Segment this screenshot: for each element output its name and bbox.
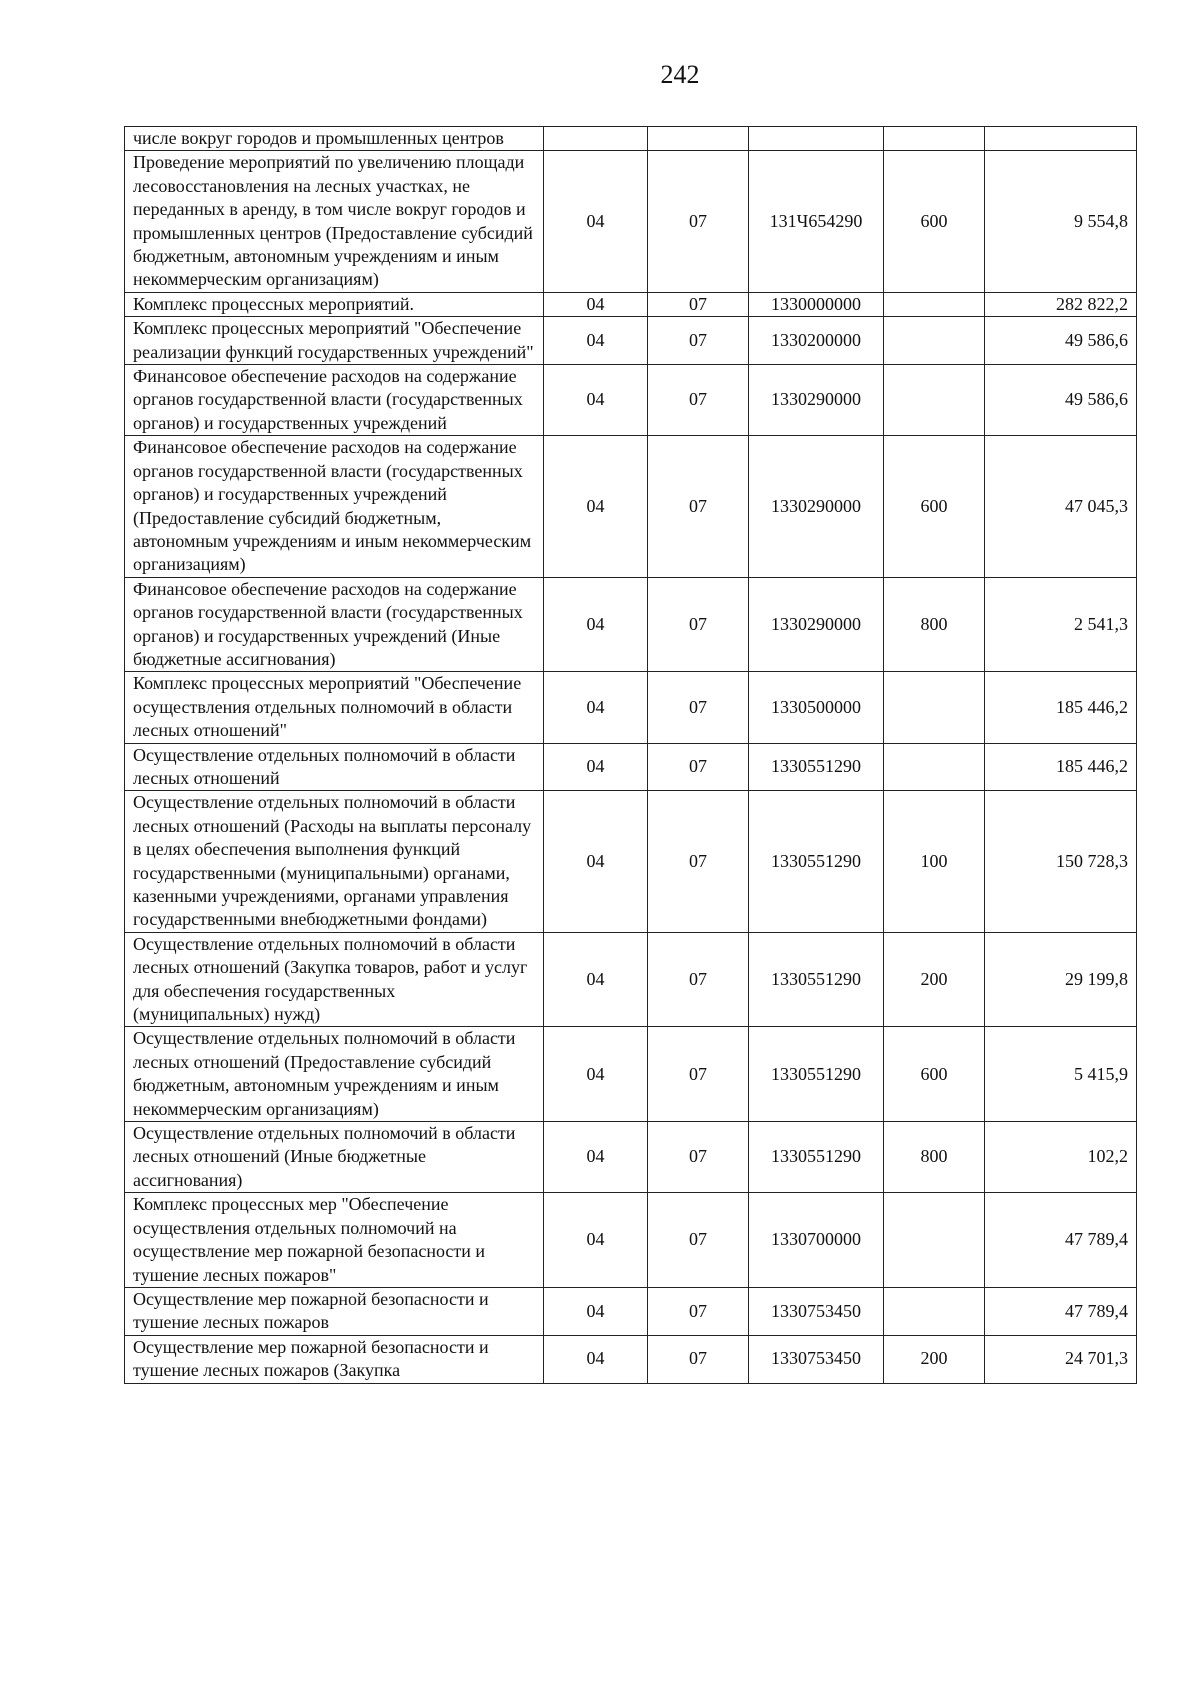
row-target-code-cell <box>749 127 884 151</box>
row-name-cell: Комплекс процессных мероприятий. <box>125 292 544 316</box>
page-number: 242 <box>660 60 700 89</box>
row-section-cell: 04 <box>544 1193 648 1288</box>
row-section-cell: 04 <box>544 1122 648 1193</box>
budget-table-body <box>125 127 1137 1384</box>
row-subsection-cell: 07 <box>648 1027 749 1122</box>
row-section-cell: 04 <box>544 743 648 791</box>
row-subsection-cell: 07 <box>648 365 749 436</box>
row-expense-type-cell: 200 <box>884 1335 985 1383</box>
row-target-code-cell: 1330551290 <box>749 743 884 791</box>
row-target-code-cell: 1330000000 <box>749 292 884 316</box>
row-target-code-cell: 1330753450 <box>749 1287 884 1335</box>
row-target-code-cell: 1330500000 <box>749 672 884 743</box>
row-amount-cell <box>985 127 1137 151</box>
row-subsection-cell: 07 <box>648 292 749 316</box>
row-section-cell: 04 <box>544 317 648 365</box>
table-row <box>125 127 1137 151</box>
table-row <box>125 1193 1137 1288</box>
budget-table <box>124 126 1137 1384</box>
table-row <box>125 791 1137 932</box>
row-target-code-cell: 1330753450 <box>749 1335 884 1383</box>
row-amount-cell: 185 446,2 <box>985 743 1137 791</box>
row-name-cell: Комплекс процессных мер "Обеспечение осуществления отдельных полномочий на осуществление мер пожарной безопасности и тушение лесных пожаров" <box>125 1193 544 1288</box>
table-row <box>125 577 1137 672</box>
row-amount-cell: 47 045,3 <box>985 436 1137 577</box>
table-row <box>125 1027 1137 1122</box>
row-name-cell: числе вокруг городов и промышленных центров <box>125 127 544 151</box>
row-amount-cell: 47 789,4 <box>985 1287 1137 1335</box>
row-target-code-cell: 1330290000 <box>749 577 884 672</box>
row-subsection-cell <box>648 127 749 151</box>
row-name-cell: Финансовое обеспечение расходов на содержание органов государственной власти (государственных органов) и государственных учреждений <box>125 365 544 436</box>
row-expense-type-cell: 800 <box>884 577 985 672</box>
row-subsection-cell: 07 <box>648 317 749 365</box>
row-amount-cell: 9 554,8 <box>985 151 1137 292</box>
table-row <box>125 1287 1137 1335</box>
row-subsection-cell: 07 <box>648 151 749 292</box>
row-target-code-cell: 1330551290 <box>749 1122 884 1193</box>
row-target-code-cell: 1330551290 <box>749 791 884 932</box>
row-expense-type-cell <box>884 365 985 436</box>
row-section-cell: 04 <box>544 1027 648 1122</box>
row-name-cell: Проведение мероприятий по увеличению площади лесовосстановления на лесных участках, не переданных в аренду, в том числе вокруг городов и промышленных центров (Предоставление субсидий бюджетным, автономным учреждениям и иным некоммерческим организациям) <box>125 151 544 292</box>
row-subsection-cell: 07 <box>648 1193 749 1288</box>
row-target-code-cell: 1330200000 <box>749 317 884 365</box>
row-name-cell: Осуществление отдельных полномочий в области лесных отношений (Расходы на выплаты персоналу в целях обеспечения выполнения функций государственными (муниципальными) органами, казенными учреждениями, органами управления государственными внебюджетными фондами) <box>125 791 544 932</box>
row-subsection-cell: 07 <box>648 1287 749 1335</box>
table-row <box>125 317 1137 365</box>
row-name-cell: Комплекс процессных мероприятий "Обеспечение реализации функций государственных учреждений" <box>125 317 544 365</box>
row-expense-type-cell <box>884 317 985 365</box>
row-target-code-cell: 1330551290 <box>749 932 884 1027</box>
row-amount-cell: 185 446,2 <box>985 672 1137 743</box>
row-amount-cell: 49 586,6 <box>985 365 1137 436</box>
row-target-code-cell: 1330700000 <box>749 1193 884 1288</box>
row-name-cell: Осуществление отдельных полномочий в области лесных отношений (Предоставление субсидий бюджетным, автономным учреждениям и иным некоммерческим организациям) <box>125 1027 544 1122</box>
row-expense-type-cell <box>884 292 985 316</box>
row-expense-type-cell <box>884 743 985 791</box>
row-section-cell: 04 <box>544 577 648 672</box>
row-section-cell: 04 <box>544 791 648 932</box>
row-subsection-cell: 07 <box>648 672 749 743</box>
row-amount-cell: 282 822,2 <box>985 292 1137 316</box>
row-name-cell: Осуществление отдельных полномочий в области лесных отношений <box>125 743 544 791</box>
row-expense-type-cell <box>884 1287 985 1335</box>
row-expense-type-cell <box>884 127 985 151</box>
row-section-cell: 04 <box>544 932 648 1027</box>
row-subsection-cell: 07 <box>648 743 749 791</box>
table-row <box>125 151 1137 292</box>
row-name-cell: Комплекс процессных мероприятий "Обеспечение осуществления отдельных полномочий в области лесных отношений" <box>125 672 544 743</box>
row-expense-type-cell <box>884 1193 985 1288</box>
row-amount-cell: 102,2 <box>985 1122 1137 1193</box>
row-expense-type-cell: 200 <box>884 932 985 1027</box>
row-target-code-cell: 1330551290 <box>749 1027 884 1122</box>
row-name-cell: Финансовое обеспечение расходов на содержание органов государственной власти (государственных органов) и государственных учреждений (Предоставление субсидий бюджетным, автономным учреждениям и иным некоммерческим организациям) <box>125 436 544 577</box>
row-expense-type-cell <box>884 672 985 743</box>
row-expense-type-cell: 600 <box>884 436 985 577</box>
row-section-cell <box>544 127 648 151</box>
row-name-cell: Осуществление мер пожарной безопасности и тушение лесных пожаров (Закупка <box>125 1335 544 1383</box>
row-section-cell: 04 <box>544 1287 648 1335</box>
row-subsection-cell: 07 <box>648 932 749 1027</box>
row-expense-type-cell: 800 <box>884 1122 985 1193</box>
row-name-cell: Осуществление отдельных полномочий в области лесных отношений (Закупка товаров, работ и услуг для обеспечения государственных (муниципальных) нужд) <box>125 932 544 1027</box>
row-target-code-cell: 131Ч654290 <box>749 151 884 292</box>
row-subsection-cell: 07 <box>648 1122 749 1193</box>
row-section-cell: 04 <box>544 436 648 577</box>
row-amount-cell: 5 415,9 <box>985 1027 1137 1122</box>
row-expense-type-cell: 100 <box>884 791 985 932</box>
row-target-code-cell: 1330290000 <box>749 365 884 436</box>
row-amount-cell: 2 541,3 <box>985 577 1137 672</box>
table-row <box>125 365 1137 436</box>
row-section-cell: 04 <box>544 672 648 743</box>
row-subsection-cell: 07 <box>648 1335 749 1383</box>
row-amount-cell: 29 199,8 <box>985 932 1137 1027</box>
row-subsection-cell: 07 <box>648 791 749 932</box>
table-row <box>125 292 1137 316</box>
row-section-cell: 04 <box>544 151 648 292</box>
table-row <box>125 932 1137 1027</box>
table-row <box>125 1335 1137 1383</box>
row-expense-type-cell: 600 <box>884 151 985 292</box>
row-amount-cell: 47 789,4 <box>985 1193 1137 1288</box>
row-section-cell: 04 <box>544 365 648 436</box>
row-expense-type-cell: 600 <box>884 1027 985 1122</box>
row-name-cell: Осуществление мер пожарной безопасности и тушение лесных пожаров <box>125 1287 544 1335</box>
row-amount-cell: 150 728,3 <box>985 791 1137 932</box>
row-name-cell: Осуществление отдельных полномочий в области лесных отношений (Иные бюджетные ассигнования) <box>125 1122 544 1193</box>
row-section-cell: 04 <box>544 292 648 316</box>
row-amount-cell: 24 701,3 <box>985 1335 1137 1383</box>
table-row <box>125 743 1137 791</box>
row-name-cell: Финансовое обеспечение расходов на содержание органов государственной власти (государственных органов) и государственных учреждений (Иные бюджетные ассигнования) <box>125 577 544 672</box>
table-row <box>125 436 1137 577</box>
row-subsection-cell: 07 <box>648 577 749 672</box>
row-target-code-cell: 1330290000 <box>749 436 884 577</box>
table-row <box>125 1122 1137 1193</box>
row-subsection-cell: 07 <box>648 436 749 577</box>
row-amount-cell: 49 586,6 <box>985 317 1137 365</box>
table-row <box>125 672 1137 743</box>
row-section-cell: 04 <box>544 1335 648 1383</box>
